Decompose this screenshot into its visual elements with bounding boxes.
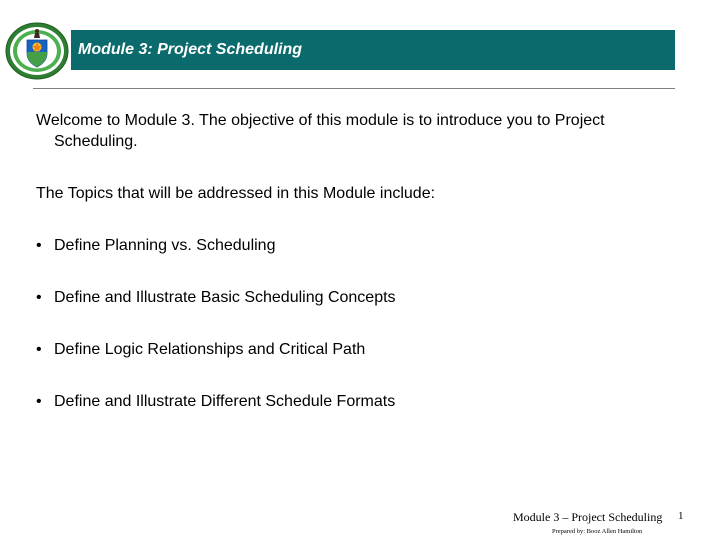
footer-credit: Prepared by: Booz Allen Hamilton <box>552 528 643 535</box>
topic-text: Define Planning vs. Scheduling <box>54 237 276 254</box>
topic-text: Define and Illustrate Different Schedule Formats <box>54 393 396 410</box>
list-item <box>36 235 676 256</box>
page-number: 1 <box>678 510 684 522</box>
bullet-icon: • <box>36 237 42 254</box>
slide-title: Module 3: Project Scheduling <box>78 41 303 58</box>
topic-text: Define Logic Relationships and Critical Path <box>54 341 366 358</box>
bullet-icon: • <box>36 393 42 410</box>
topics-list <box>36 235 676 412</box>
title-divider <box>33 88 675 89</box>
slide-body <box>36 110 676 412</box>
intro-paragraph: Welcome to Module 3. The objective of this module is to introduce you to Project Scheduling. <box>36 112 605 150</box>
list-item <box>36 391 676 412</box>
topic-text: Define and Illustrate Basic Scheduling Concepts <box>54 289 396 306</box>
list-item <box>36 339 676 360</box>
list-item <box>36 287 676 308</box>
department-of-energy-seal-icon <box>5 22 69 80</box>
footer-label: Module 3 – Project Scheduling <box>513 510 663 524</box>
title-bar <box>71 30 675 70</box>
bullet-icon: • <box>36 289 42 306</box>
topics-heading: The Topics that will be addressed in this Module include: <box>36 185 436 202</box>
bullet-icon: • <box>36 341 42 358</box>
